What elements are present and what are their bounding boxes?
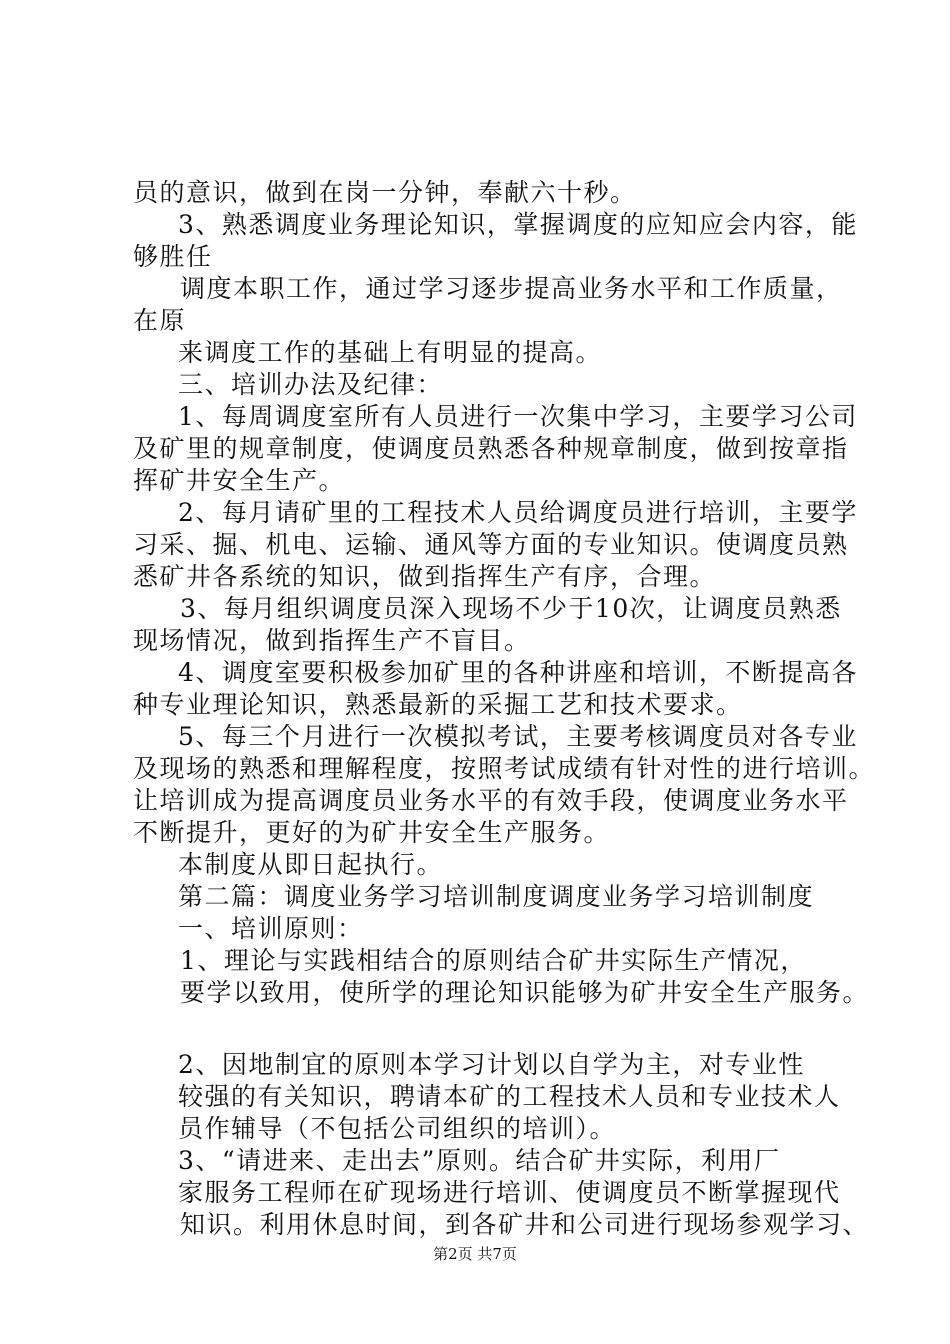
text-line: 本制度从即日起执行。	[178, 850, 444, 879]
text-line: 调度本职工作，通过学习逐步提高业务水平和工作质量，	[180, 274, 843, 303]
text-line: 5、每三个月进行一次模拟考试，主要考核调度员对各专业	[178, 722, 858, 751]
text-line: 4、调度室要积极参加矿里的各种讲座和培训，不断提高各	[178, 658, 858, 687]
section-heading: 一、培训原则：	[178, 914, 364, 943]
text-line: 较强的有关知识，聘请本矿的工程技术人员和专业技术人	[178, 1082, 841, 1111]
text-line: 现场情况，做到指挥生产不盲目。	[133, 626, 531, 655]
text-line: 来调度工作的基础上有明显的提高。	[178, 338, 603, 367]
text-line: 让培训成为提高调度员业务水平的有效手段，使调度业务水平	[133, 786, 849, 815]
text-line: 不断提升，更好的为矿井安全生产服务。	[133, 818, 611, 847]
text-line: 够胜任	[133, 242, 213, 271]
text-line: 2、因地制宜的原则本学习计划以自学为主，对专业性	[178, 1050, 805, 1079]
text-line: 员作辅导（不包括公司组织的培训）。	[178, 1114, 617, 1143]
text-line: 1、理论与实践相结合的原则结合矿井实际生产情况，	[180, 946, 807, 975]
section-heading: 第二篇：调度业务学习培训制度调度业务学习培训制度	[178, 882, 815, 911]
text-line: 家服务工程师在矿现场进行培训、使调度员不断掌握现代	[178, 1178, 841, 1207]
text-line: 员的意识，做到在岗一分钟，奉献六十秒。	[133, 178, 637, 207]
text-line: 及现场的熟悉和理解程度，按照考试成绩有针对性的进行培训。	[133, 754, 876, 783]
text-line: 要学以致用，使所学的理论知识能够为矿井安全生产服务。	[180, 978, 870, 1007]
text-line: 在原	[133, 306, 187, 335]
text-line: 知识。利用休息时间，到各矿井和公司进行现场参观学习、	[180, 1210, 870, 1239]
text-line: 2、每月请矿里的工程技术人员给调度员进行培训，主要学	[178, 498, 858, 527]
text-line: 3、熟悉调度业务理论知识，掌握调度的应知应会内容，能	[178, 210, 858, 239]
text-line: 悉矿井各系统的知识，做到指挥生产有序，合理。	[133, 562, 717, 591]
text-line: 挥矿井安全生产。	[133, 466, 346, 495]
text-line: 习采、掘、机电、运输、通风等方面的专业知识。使调度员熟	[133, 530, 849, 559]
text-line: 3、每月组织调度员深入现场不少于10次，让调度员熟悉	[180, 594, 842, 623]
text-line: 及矿里的规章制度，使调度员熟悉各种规章制度，做到按章指	[133, 434, 849, 463]
text-line: 种专业理论知识，熟悉最新的采掘工艺和技术要求。	[133, 690, 743, 719]
text-line: 1、每周调度室所有人员进行一次集中学习，主要学习公司	[178, 402, 858, 431]
text-line: 3、“请进来、走出去”原则。结合矿井实际，利用厂	[178, 1146, 781, 1175]
page-number-footer: 第2页 共7页	[433, 1245, 517, 1263]
section-heading: 三、培训办法及纪律：	[178, 370, 444, 399]
